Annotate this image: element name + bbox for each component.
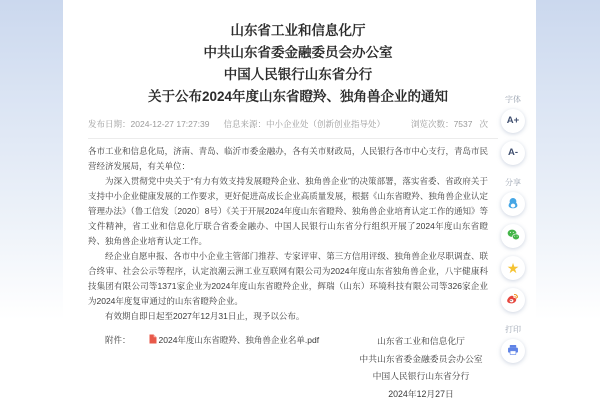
paragraph-validity: 有效期自即日起至2027年12月31日止，现予以公布。 [105, 311, 305, 321]
attachment-label: 附件： [105, 335, 131, 345]
printer-icon [506, 343, 520, 360]
title-line-4: 关于公布2024年度山东省瞪羚、独角兽企业的通知 [147, 89, 449, 104]
meta-divider [88, 138, 498, 139]
wechat-share-button[interactable] [501, 224, 525, 248]
qq-share-button[interactable] [501, 192, 525, 216]
pdf-file-icon [132, 334, 157, 349]
title-line-2: 中共山东省委金融委员会办公室 [203, 45, 393, 60]
weibo-share-button[interactable] [501, 288, 525, 312]
source-value: 中小企业处（创新创业指导处） [265, 119, 385, 129]
article-meta [88, 118, 488, 130]
article-title [88, 20, 508, 108]
article-body [88, 144, 488, 349]
views-unit: 次 [479, 119, 488, 129]
wechat-icon [506, 228, 521, 245]
signature-line-3: 中国人民银行山东省分行 [372, 371, 470, 381]
font-size-label: 字体 [505, 95, 521, 104]
title-line-1: 山东省工业和信息化厅 [230, 23, 366, 38]
attachment-link[interactable]: 2024年度山东省瞪羚、独角兽企业名单.pdf [158, 335, 320, 345]
share-label: 分享 [505, 178, 521, 187]
title-line-3: 中国人民银行山东省分行 [223, 67, 373, 82]
favorite-star-icon: ★ [506, 260, 520, 276]
side-toolbar [498, 95, 528, 367]
paragraph-salutation: 各市工业和信息化局，济南、青岛、临沂市委金融办，各有关市财政局，人民银行各市中心支行，青岛市民营经济发展局，有关单位： [88, 146, 488, 171]
print-button[interactable] [501, 339, 525, 363]
source-label: 信息来源： [223, 119, 266, 129]
paragraph-recognition: 经企业自愿申报、各市中小企业主管部门推荐、专家评审、第三方信用评级、独角兽企业尽职调查、联合终审、社会公示等程序，认定浪潮云洲工业互联网有限公司为2024年度山东省独角兽企业，八宇健康科技集团有限公司等1371家企业为2024年度山东省瞪羚企业，辉瑞（山东）环境科技有限公司等326家企业为2024年度复审通过的山东省瞪羚企业。 [88, 251, 488, 306]
print-label: 打印 [505, 325, 521, 334]
signature-line-2: 中共山东省委金融委员会办公室 [359, 353, 483, 364]
publish-date-value: 2024-12-27 17:27:39 [130, 119, 210, 129]
views-count: 7537 [453, 119, 473, 129]
weibo-icon [506, 292, 520, 309]
article-card [63, 0, 536, 400]
qq-icon [506, 196, 520, 213]
signature-line-1: 山东省工业和信息化厅 [377, 336, 465, 346]
views-label: 浏览次数： [411, 119, 454, 129]
signature-date: 2024年12月27日 [388, 388, 454, 399]
font-decrease-button[interactable]: A- [501, 141, 525, 165]
paragraph-policy: 为深入贯彻党中央关于“有力有效支持发展瞪羚企业、独角兽企业”的决策部署，落实省委、省政府关于支持中小企业健康发展的工作要求，更好促进高成长企业高质量发展，根据《山东省瞪羚、独角兽企业认定管理办法》（鲁工信发〔2020〕8号）《关于开展2024年度山东省瞪羚、独角兽企业培育认定工作的通知》等文件精神，省工业和信息化厅联合省委金融办、中国人民银行山东省分行组织开展了2024年度山东省瞪羚、独角兽企业培育认定工作。 [88, 176, 488, 246]
publish-date-label: 发布日期： [88, 119, 131, 129]
font-increase-button[interactable]: A+ [501, 109, 525, 133]
favorite-button[interactable] [501, 256, 525, 280]
signature-block [341, 333, 501, 400]
meta-left [88, 118, 385, 130]
meta-right [411, 118, 488, 130]
